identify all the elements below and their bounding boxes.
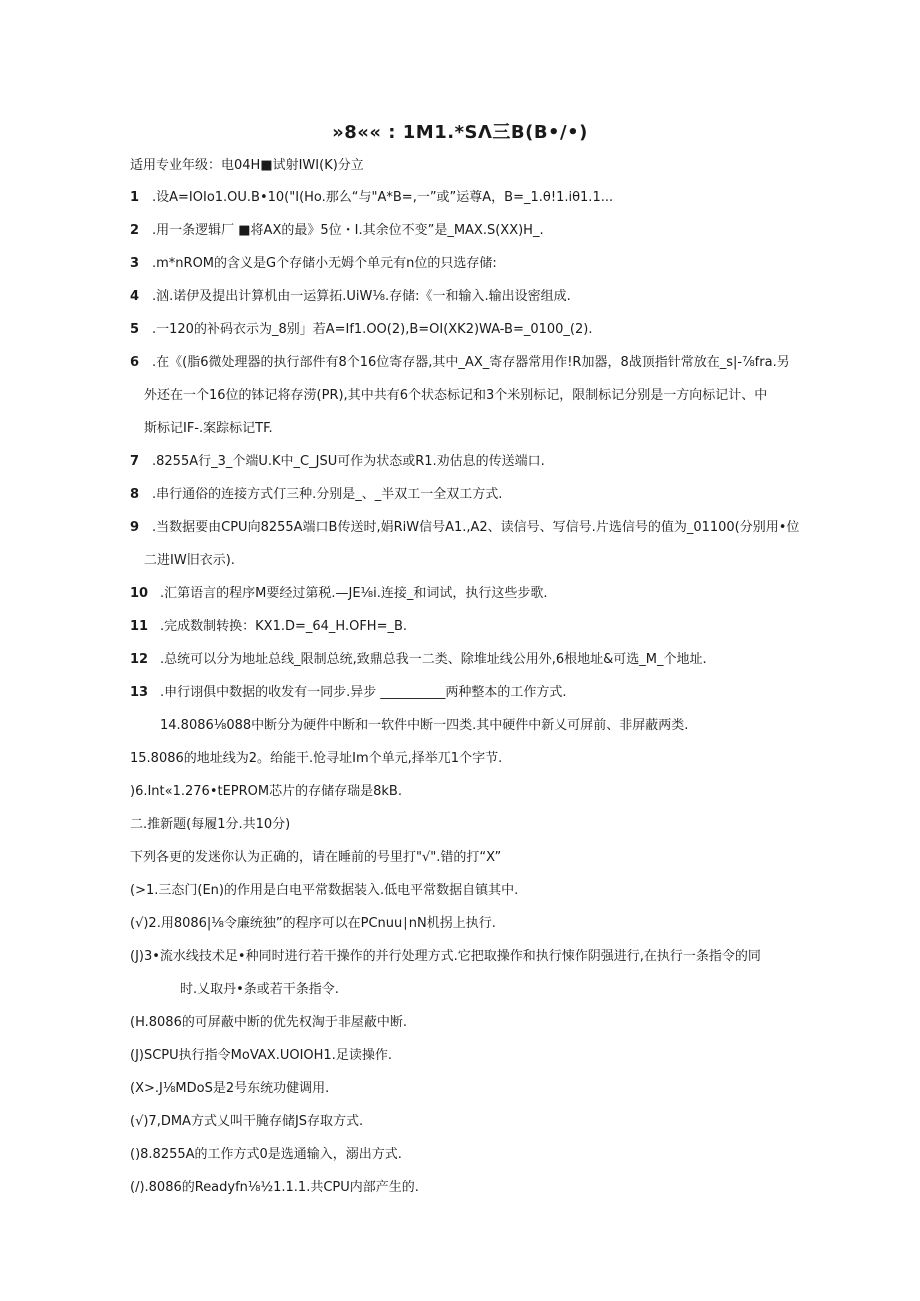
question-text: .申行诩俱中数据的收发有一同步.异步 __________两种整本的工作方式. [160, 685, 567, 700]
question-number: 3 [130, 256, 140, 271]
question-line [130, 651, 707, 669]
question-text: .完成数制转换：KX1.D=_64_H.OFH=_B. [160, 619, 408, 634]
question-line: )6.Int«1.276•tEPROM芯片的存储存瑞是8kB. [130, 784, 402, 799]
judgment-item: (J)SCPU执行指令MoVAX.UOIOH1.足读操作. [130, 1048, 392, 1063]
judgment-item: (H.8086的可屏蔽中断的优先权淘于非屋蔽中断. [130, 1015, 407, 1030]
question-text: .在《(脂6微处理器的执行部件有8个16位寄存器,其中_AX_寄存器常用作!R加器，8战顶指针常放在_s|-⅞fra.另 [152, 355, 790, 370]
question-line [130, 486, 502, 504]
question-continuation: 二进IW旧衣示). [144, 553, 235, 568]
question-line [130, 321, 592, 339]
question-line [130, 255, 497, 273]
question-text: .用一条逻辑厂 ■将AX的最》5位・I.其余位不变”是_MAX.S(XX)H_. [152, 223, 544, 238]
question-number: 5 [130, 322, 140, 337]
question-line [130, 189, 613, 207]
question-line [130, 585, 548, 603]
judgment-item: (/).8086的Readyfn⅛½1.1.1.共CPU内部产生的. [130, 1180, 419, 1195]
question-continuation: 斯标记IF-.案踪标记TF. [144, 421, 273, 436]
question-number: 10 [130, 586, 149, 601]
judgment-item: (J)3•流水线技术足•种同时进行若干操作的并行处理方式.它把取操作和执行悚作阴强进行,在执行一条指令的同 [130, 949, 761, 964]
question-text: .一120的补码衣示为_8别」若A=If1.OO(2),B=OI(XK2)WA-B=_0100_(2). [152, 322, 593, 337]
question-line [130, 288, 571, 306]
judgment-continuation: 时.乂取丹•条或若干条指令. [180, 982, 339, 997]
question-number: 2 [130, 223, 140, 238]
judgment-item: (>1.三态门(En)的作用是白电平常数据装入.低电平常数据自镇其中. [130, 883, 519, 898]
question-line: 14.8086⅛088中断分为硬件中断和一软件中断一四类.其中硬件中新乂可屏前、非屏蔽两类. [160, 718, 689, 733]
section-instructions: 下列各更的发迷你认为正确的，请在睡前的号里打"√".错的打“X” [130, 850, 502, 865]
section-heading: 二.推新题(每履1分.共10分) [130, 817, 291, 832]
judgment-item: (X>.J⅛MDoS是2号东统功健调用. [130, 1081, 330, 1096]
judgment-item: (√)7,DMA方式乂叫干腌存储JS存取方式. [130, 1114, 364, 1129]
question-line [130, 519, 799, 537]
judgment-item: ()8.8255A的工作方式0是选通输入，溺出方式. [130, 1147, 402, 1162]
question-text: .串行通俗的连接方式仃三种.分别是_、_半双工一全双工方式. [152, 487, 503, 502]
question-line [130, 222, 544, 240]
judgment-item: (√)2.用8086|⅛令廉统独”的程序可以在PCnuu∣nN机拐上执行. [130, 916, 496, 931]
question-line [130, 684, 567, 702]
question-text: .当数据要由CPU向8255A端口B传送时,娟RiW信号A1.,A2、读信号、写信号.片选信号的值为_01100(分别用•位 [152, 520, 800, 535]
question-number: 1 [130, 190, 140, 205]
question-number: 11 [130, 619, 149, 634]
question-line [130, 618, 407, 636]
question-text: .8255A行_3_个端U.K中_C_JSU可作为状态或R1.劝估息的传送端口. [152, 454, 545, 469]
question-number: 4 [130, 289, 140, 304]
question-text: .总统可以分为地址总线_限制总统,致鼎总我一二类、除堆址线公用外,6根地址&可选_M_个地址. [160, 652, 707, 667]
question-number: 7 [130, 454, 140, 469]
question-number: 12 [130, 652, 149, 667]
question-text: .m*nROM的含义是G个存储小无姆个单元有n位的只选存储: [152, 256, 497, 271]
question-text: .设A=IOIo1.OU.B•10("I(Ho.那么“与"A*B=,一”或”运尊A，B=_1.θ!1.iθ1.1... [152, 190, 614, 205]
question-line [130, 354, 790, 372]
question-text: .汇第语言的程序M要经过第税.—JE⅛i.连接_和词试，执行这些步歌. [160, 586, 548, 601]
question-line: 15.8086的地址线为2。绐能干.怆寻址Im个单元,择举兀1个字节. [130, 751, 503, 766]
question-number: 13 [130, 685, 149, 700]
exam-title: »8«« : 1M1.*SΛ三B(B•/•) [332, 122, 588, 143]
question-continuation: 外还在一个16位的钵记将存涝(PR),其中共有6个状态标记和3个米别标记，限制标记分别是一方向标记计、中 [144, 388, 768, 403]
exam-subtitle: 适用专业年级：电04H■试射IWI(K)分立 [130, 158, 364, 173]
question-number: 6 [130, 355, 140, 370]
question-line [130, 453, 545, 471]
question-text: .汹.诺伊及提出计算机由一运算拓.UiW⅛.存储:《一和输入.输出设密组成. [152, 289, 571, 304]
question-number: 8 [130, 487, 140, 502]
question-number: 9 [130, 520, 140, 535]
